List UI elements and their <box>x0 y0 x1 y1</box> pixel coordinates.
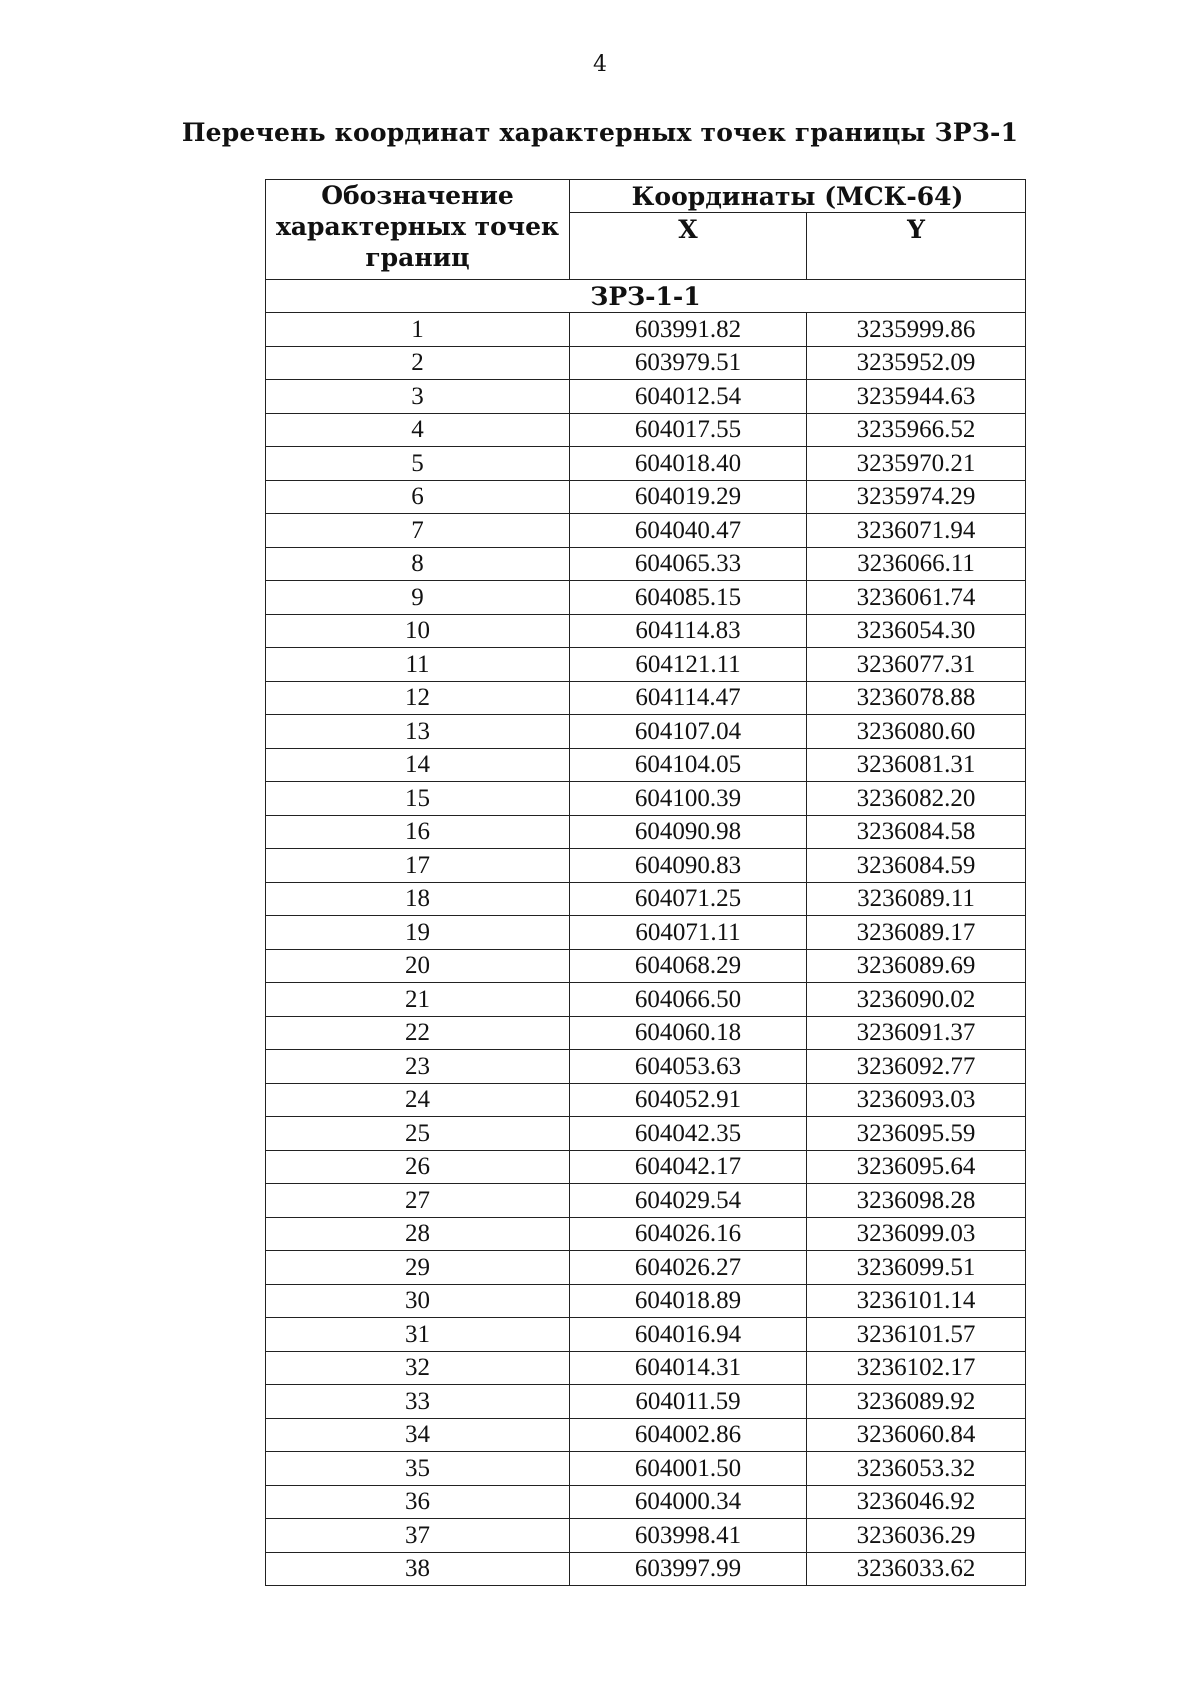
x-coordinate-cell: 604104.05 <box>570 748 807 782</box>
y-coordinate-cell: 3235974.29 <box>807 480 1026 514</box>
table-row <box>266 1318 1026 1352</box>
point-number-cell: 38 <box>266 1552 570 1586</box>
x-coordinate-cell: 604114.47 <box>570 681 807 715</box>
y-coordinate-cell: 3236084.59 <box>807 849 1026 883</box>
table-row <box>266 413 1026 447</box>
table-row <box>266 748 1026 782</box>
y-coordinate-cell: 3236046.92 <box>807 1485 1026 1519</box>
table-row <box>266 1552 1026 1586</box>
y-coordinate-cell: 3236089.11 <box>807 882 1026 916</box>
table-row <box>266 1251 1026 1285</box>
table-row <box>266 1284 1026 1318</box>
point-number-cell: 6 <box>266 480 570 514</box>
table-row <box>266 1519 1026 1553</box>
x-coordinate-cell: 604100.39 <box>570 782 807 816</box>
table-row <box>266 346 1026 380</box>
point-number-cell: 25 <box>266 1117 570 1151</box>
x-coordinate-cell: 604019.29 <box>570 480 807 514</box>
table-row <box>266 380 1026 414</box>
document-title: Перечень координат характерных точек границы ЗРЗ-1 <box>181 118 1019 147</box>
point-number-cell: 22 <box>266 1016 570 1050</box>
y-coordinate-cell: 3236089.17 <box>807 916 1026 950</box>
y-coordinate-cell: 3236053.32 <box>807 1452 1026 1486</box>
table-row <box>266 480 1026 514</box>
table-row <box>266 916 1026 950</box>
y-coordinate-cell: 3236099.51 <box>807 1251 1026 1285</box>
point-number-cell: 19 <box>266 916 570 950</box>
y-coordinate-cell: 3235966.52 <box>807 413 1026 447</box>
x-coordinate-cell: 604053.63 <box>570 1050 807 1084</box>
point-number-cell: 14 <box>266 748 570 782</box>
x-coordinate-cell: 604000.34 <box>570 1485 807 1519</box>
x-coordinate-cell: 604011.59 <box>570 1385 807 1419</box>
table-row <box>266 882 1026 916</box>
point-number-cell: 16 <box>266 815 570 849</box>
point-number-cell: 1 <box>266 313 570 347</box>
point-number-cell: 3 <box>266 380 570 414</box>
y-coordinate-cell: 3235952.09 <box>807 346 1026 380</box>
table-row <box>266 1485 1026 1519</box>
point-number-cell: 4 <box>266 413 570 447</box>
x-coordinate-cell: 604090.98 <box>570 815 807 849</box>
y-coordinate-cell: 3236095.64 <box>807 1150 1026 1184</box>
y-coordinate-cell: 3236101.14 <box>807 1284 1026 1318</box>
point-number-cell: 21 <box>266 983 570 1017</box>
x-coordinate-cell: 604068.29 <box>570 949 807 983</box>
x-coordinate-cell: 604121.11 <box>570 648 807 682</box>
y-coordinate-cell: 3236101.57 <box>807 1318 1026 1352</box>
y-coordinate-cell: 3236089.69 <box>807 949 1026 983</box>
page-number: 4 <box>593 52 607 77</box>
point-number-cell: 36 <box>266 1485 570 1519</box>
x-coordinate-cell: 604026.27 <box>570 1251 807 1285</box>
point-number-cell: 7 <box>266 514 570 548</box>
y-coordinate-cell: 3235970.21 <box>807 447 1026 481</box>
y-coordinate-cell: 3236078.88 <box>807 681 1026 715</box>
y-coordinate-cell: 3236060.84 <box>807 1418 1026 1452</box>
point-number-cell: 20 <box>266 949 570 983</box>
y-coordinate-cell: 3235944.63 <box>807 380 1026 414</box>
table-row <box>266 447 1026 481</box>
y-coordinate-cell: 3236098.28 <box>807 1184 1026 1218</box>
point-number-cell: 37 <box>266 1519 570 1553</box>
point-number-cell: 12 <box>266 681 570 715</box>
y-coordinate-cell: 3236033.62 <box>807 1552 1026 1586</box>
y-coordinate-cell: 3236081.31 <box>807 748 1026 782</box>
table-row <box>266 983 1026 1017</box>
point-number-cell: 13 <box>266 715 570 749</box>
x-coordinate-cell: 603991.82 <box>570 313 807 347</box>
point-number-cell: 2 <box>266 346 570 380</box>
table-row <box>266 782 1026 816</box>
point-number-cell: 32 <box>266 1351 570 1385</box>
table-row <box>266 1217 1026 1251</box>
y-coordinate-cell: 3236090.02 <box>807 983 1026 1017</box>
x-coordinate-cell: 604002.86 <box>570 1418 807 1452</box>
point-number-cell: 23 <box>266 1050 570 1084</box>
x-coordinate-cell: 604029.54 <box>570 1184 807 1218</box>
x-coordinate-cell: 604107.04 <box>570 715 807 749</box>
y-coordinate-cell: 3236084.58 <box>807 815 1026 849</box>
table-row <box>266 1050 1026 1084</box>
point-number-cell: 18 <box>266 882 570 916</box>
table-row <box>266 681 1026 715</box>
x-coordinate-cell: 604026.16 <box>570 1217 807 1251</box>
y-coordinate-cell: 3236099.03 <box>807 1217 1026 1251</box>
header-x: X <box>570 213 807 280</box>
y-coordinate-cell: 3236092.77 <box>807 1050 1026 1084</box>
x-coordinate-cell: 603997.99 <box>570 1552 807 1586</box>
x-coordinate-cell: 604085.15 <box>570 581 807 615</box>
point-number-cell: 34 <box>266 1418 570 1452</box>
table-row <box>266 1117 1026 1151</box>
y-coordinate-cell: 3236091.37 <box>807 1016 1026 1050</box>
y-coordinate-cell: 3235999.86 <box>807 313 1026 347</box>
x-coordinate-cell: 604060.18 <box>570 1016 807 1050</box>
section-heading: ЗРЗ-1-1 <box>266 280 1026 313</box>
table-row <box>266 313 1026 347</box>
x-coordinate-cell: 604017.55 <box>570 413 807 447</box>
x-coordinate-cell: 604014.31 <box>570 1351 807 1385</box>
y-coordinate-cell: 3236095.59 <box>807 1117 1026 1151</box>
x-coordinate-cell: 604071.25 <box>570 882 807 916</box>
coordinates-table <box>265 179 1026 1586</box>
x-coordinate-cell: 604065.33 <box>570 547 807 581</box>
table-row <box>266 1351 1026 1385</box>
x-coordinate-cell: 604016.94 <box>570 1318 807 1352</box>
y-coordinate-cell: 3236102.17 <box>807 1351 1026 1385</box>
point-number-cell: 35 <box>266 1452 570 1486</box>
table-row <box>266 547 1026 581</box>
y-coordinate-cell: 3236082.20 <box>807 782 1026 816</box>
point-number-cell: 15 <box>266 782 570 816</box>
table-row <box>266 1385 1026 1419</box>
table-row <box>266 581 1026 615</box>
x-coordinate-cell: 604018.40 <box>570 447 807 481</box>
table-row <box>266 1083 1026 1117</box>
point-number-cell: 8 <box>266 547 570 581</box>
y-coordinate-cell: 3236066.11 <box>807 547 1026 581</box>
x-coordinate-cell: 604066.50 <box>570 983 807 1017</box>
point-number-cell: 27 <box>266 1184 570 1218</box>
table-row <box>266 849 1026 883</box>
y-coordinate-cell: 3236071.94 <box>807 514 1026 548</box>
point-number-cell: 31 <box>266 1318 570 1352</box>
y-coordinate-cell: 3236061.74 <box>807 581 1026 615</box>
table-row <box>266 815 1026 849</box>
x-coordinate-cell: 603979.51 <box>570 346 807 380</box>
point-number-cell: 26 <box>266 1150 570 1184</box>
table-row <box>266 1150 1026 1184</box>
y-coordinate-cell: 3236054.30 <box>807 614 1026 648</box>
point-number-cell: 10 <box>266 614 570 648</box>
y-coordinate-cell: 3236080.60 <box>807 715 1026 749</box>
point-number-cell: 5 <box>266 447 570 481</box>
x-coordinate-cell: 604012.54 <box>570 380 807 414</box>
header-y: Y <box>807 213 1026 280</box>
y-coordinate-cell: 3236036.29 <box>807 1519 1026 1553</box>
table-row <box>266 1016 1026 1050</box>
point-number-cell: 29 <box>266 1251 570 1285</box>
table-row <box>266 715 1026 749</box>
point-number-cell: 33 <box>266 1385 570 1419</box>
point-number-cell: 17 <box>266 849 570 883</box>
table-row <box>266 1418 1026 1452</box>
x-coordinate-cell: 604018.89 <box>570 1284 807 1318</box>
x-coordinate-cell: 604071.11 <box>570 916 807 950</box>
table-row <box>266 514 1026 548</box>
header-point-designation: Обозначение характерных точек границ <box>266 180 570 280</box>
y-coordinate-cell: 3236093.03 <box>807 1083 1026 1117</box>
table-row <box>266 1184 1026 1218</box>
table-row <box>266 1452 1026 1486</box>
point-number-cell: 9 <box>266 581 570 615</box>
y-coordinate-cell: 3236089.92 <box>807 1385 1026 1419</box>
x-coordinate-cell: 604001.50 <box>570 1452 807 1486</box>
x-coordinate-cell: 604042.35 <box>570 1117 807 1151</box>
point-number-cell: 28 <box>266 1217 570 1251</box>
table-row <box>266 614 1026 648</box>
x-coordinate-cell: 604052.91 <box>570 1083 807 1117</box>
y-coordinate-cell: 3236077.31 <box>807 648 1026 682</box>
x-coordinate-cell: 604042.17 <box>570 1150 807 1184</box>
header-coordinates: Координаты (МСК-64) <box>570 180 1026 213</box>
table-row <box>266 949 1026 983</box>
point-number-cell: 24 <box>266 1083 570 1117</box>
x-coordinate-cell: 604040.47 <box>570 514 807 548</box>
point-number-cell: 30 <box>266 1284 570 1318</box>
x-coordinate-cell: 603998.41 <box>570 1519 807 1553</box>
x-coordinate-cell: 604090.83 <box>570 849 807 883</box>
x-coordinate-cell: 604114.83 <box>570 614 807 648</box>
table-row <box>266 648 1026 682</box>
point-number-cell: 11 <box>266 648 570 682</box>
